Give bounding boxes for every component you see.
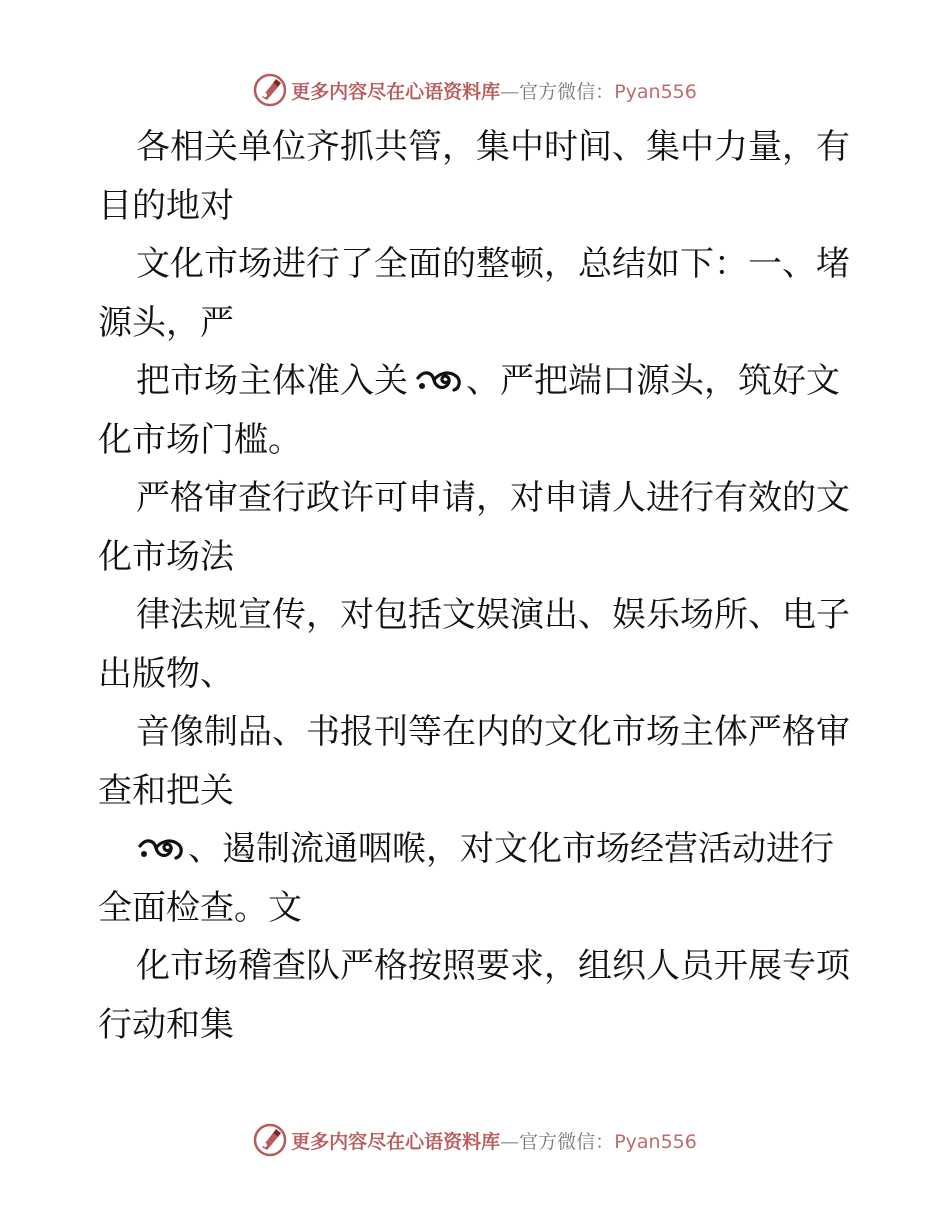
paragraph-line-first: 化市场稽查队严格按照要求，组织人员开展专项 xyxy=(136,946,850,986)
paragraph-7 xyxy=(98,820,858,937)
banner-dash: — xyxy=(500,80,520,103)
pen-logo-icon xyxy=(253,73,287,107)
paragraph-line-first xyxy=(98,361,840,401)
paragraph-line-first xyxy=(98,829,834,869)
paragraph-5 xyxy=(98,586,858,703)
fleuron-icon xyxy=(136,836,186,864)
paragraph-3 xyxy=(98,352,858,469)
footer-banner xyxy=(0,1120,950,1160)
paragraph-text-a: 把市场主体准入关 xyxy=(136,361,408,401)
banner-handle: Pyan556 xyxy=(614,80,697,103)
paragraph-line-first: 文化市场进行了全面的整顿，总结如下：一、堵 xyxy=(136,244,850,284)
paragraph-line-second: 查和把关 xyxy=(98,770,234,811)
paragraph-line-second: 目的地对 xyxy=(98,185,234,226)
paragraph-8 xyxy=(98,937,858,1054)
paragraph-line-second: 源头，严 xyxy=(98,302,234,343)
banner-label: 官方微信： xyxy=(519,1130,615,1153)
paragraph-2 xyxy=(98,235,858,352)
fleuron-icon xyxy=(414,368,464,396)
banner-main-text: 更多内容尽在心语资料库 xyxy=(291,1130,501,1153)
paragraph-4 xyxy=(98,469,858,586)
paragraph-line-first: 音像制品、书报刊等在内的文化市场主体严格审 xyxy=(136,712,850,752)
paragraph-line-first: 严格审查行政许可申请，对申请人进行有效的文 xyxy=(136,478,850,518)
banner-handle: Pyan556 xyxy=(614,1130,697,1153)
paragraph-line-first: 律法规宣传，对包括文娱演出、娱乐场所、电子 xyxy=(136,595,850,635)
paragraph-text-b: 、遏制流通咽喉，对文化市场经营活动进行 xyxy=(188,829,834,869)
pen-logo-icon xyxy=(253,1123,287,1157)
paragraph-1 xyxy=(98,118,858,235)
paragraph-line-first: 各相关单位齐抓共管，集中时间、集中力量，有 xyxy=(136,127,850,167)
banner-dash: — xyxy=(500,1130,520,1153)
paragraph-line-second: 出版物、 xyxy=(98,653,234,694)
paragraph-line-second: 化市场法 xyxy=(98,536,234,577)
paragraph-6 xyxy=(98,703,858,820)
header-banner xyxy=(0,70,950,110)
paragraph-line-second: 化市场门槛。 xyxy=(98,419,302,460)
banner-label: 官方微信： xyxy=(519,80,615,103)
paragraph-line-second: 行动和集 xyxy=(98,1004,234,1045)
document-body xyxy=(98,118,858,1054)
paragraph-line-second: 全面检查。文 xyxy=(98,887,302,928)
banner-main-text: 更多内容尽在心语资料库 xyxy=(291,80,501,103)
paragraph-text-b: 、严把端口源头，筑好文 xyxy=(466,361,840,401)
